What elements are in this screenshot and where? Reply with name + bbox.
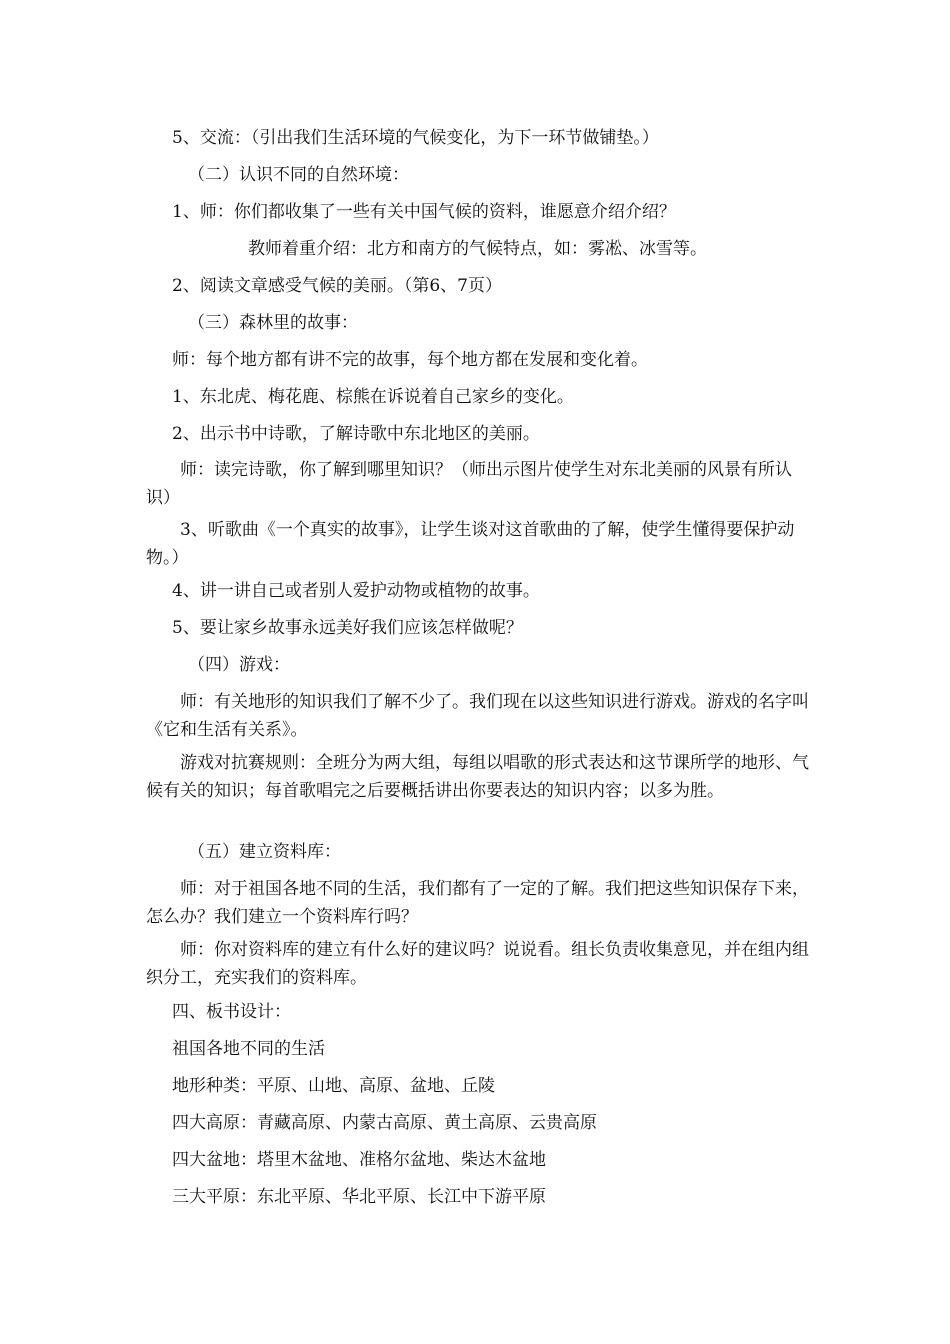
paragraph-game-intro: 师：有关地形的知识我们了解不少了。我们现在以这些知识进行游戏。游戏的名字叫《它和生活有关系》。 <box>146 692 809 740</box>
paragraph-database-intro: 师：对于祖国各地不同的生活，我们都有了一定的了解。我们把这些知识保存下来，怎么办？我们建立一个资料库行吗？ <box>146 879 809 927</box>
paragraph-database-suggest: 师：你对资料库的建立有什么好的建议吗？说说看。组长负责收集意见，并在组内组织分工，充实我们的资料库。 <box>146 940 809 988</box>
paragraph-tell-story: 4、讲一讲自己或者别人爱护动物或植物的故事。 <box>172 581 540 601</box>
board-landform-types: 地形种类：平原、山地、高原、盆地、丘陵 <box>172 1076 495 1096</box>
paragraph-animals: 1、东北虎、梅花鹿、棕熊在诉说着自己家乡的变化。 <box>172 387 574 407</box>
paragraph-game-rules: 游戏对抗赛规则：全班分为两大组，每组以唱歌的形式表达和这节课所学的地形、气候有关的知识；每首歌唱完之后要概括讲出你要表达的知识内容；以多为胜。 <box>146 753 809 801</box>
paragraph-poem: 2、出示书中诗歌，了解诗歌中东北地区的美丽。 <box>172 424 540 444</box>
paragraph-reading: 2、阅读文章感受气候的美丽。（第6、7页） <box>172 276 502 296</box>
paragraph-teacher-focus: 教师着重介绍：北方和南方的气候特点，如：雾凇、冰雪等。 <box>248 239 707 259</box>
paragraph-hometown: 5、要让家乡故事永远美好我们应该怎样做呢？ <box>172 618 523 638</box>
paragraph-teacher-climate: 1、师：你们都收集了一些有关中国气候的资料，谁愿意介绍介绍？ <box>172 202 676 222</box>
board-title: 祖国各地不同的生活 <box>172 1039 325 1059</box>
board-plains: 三大平原：东北平原、华北平原、长江中下游平原 <box>172 1187 546 1207</box>
section-heading-4: （四）游戏： <box>188 655 290 675</box>
paragraph-song: 3、听歌曲《一个真实的故事》，让学生谈对这首歌曲的了解，使学生懂得要保护动物。） <box>146 520 795 568</box>
section-heading-5: （五）建立资料库： <box>188 842 341 862</box>
board-plateaus: 四大高原：青藏高原、内蒙古高原、黄土高原、云贵高原 <box>172 1113 597 1133</box>
board-basins: 四大盆地：塔里木盆地、准格尔盆地、柴达木盆地 <box>172 1150 546 1170</box>
paragraph-teacher-story: 师：每个地方都有讲不完的故事，每个地方都在发展和变化着。 <box>172 350 648 370</box>
section-heading-2: （二）认识不同的自然环境： <box>188 165 409 185</box>
paragraph-exchange: 5、交流：（引出我们生活环境的气候变化，为下一环节做铺垫。） <box>172 128 659 148</box>
paragraph-teacher-poem: 师：读完诗歌，你了解到哪里知识？（师出示图片使学生对东北美丽的风景有所认识） <box>146 460 792 508</box>
board-design-heading: 四、板书设计： <box>172 1002 291 1022</box>
section-heading-3: （三）森林里的故事： <box>188 313 358 333</box>
